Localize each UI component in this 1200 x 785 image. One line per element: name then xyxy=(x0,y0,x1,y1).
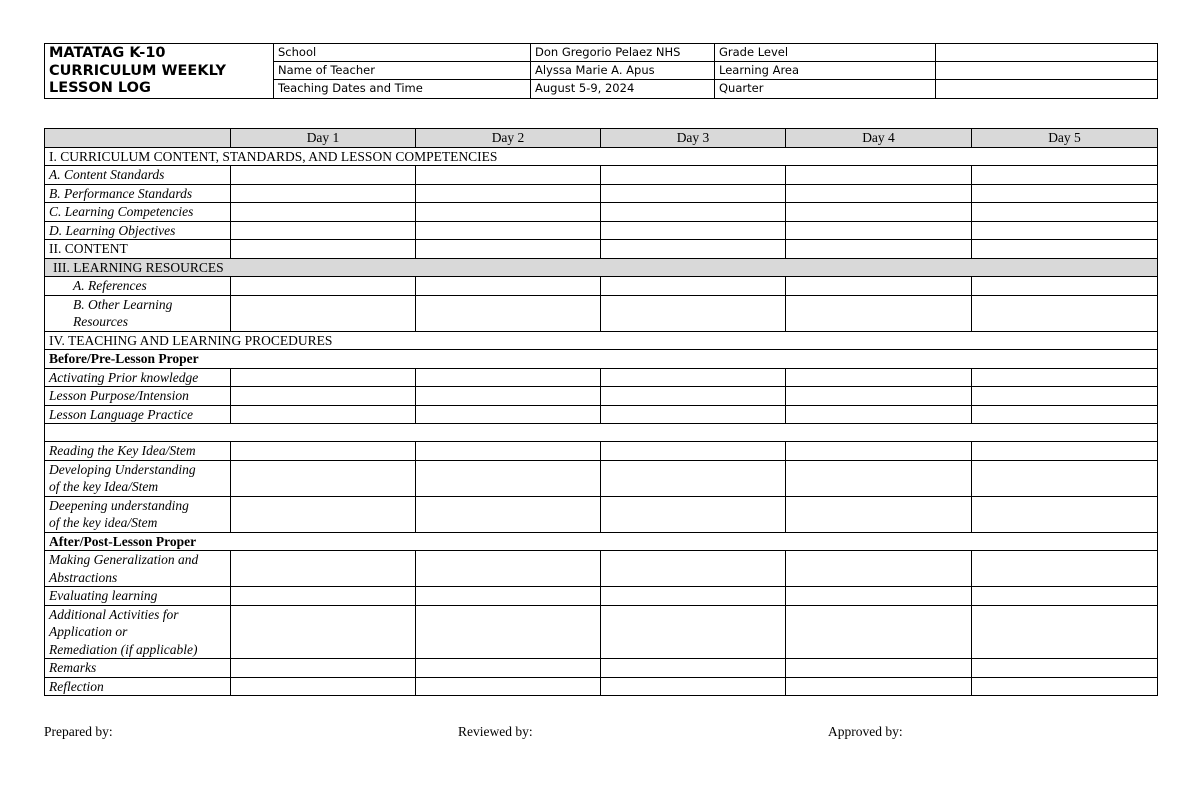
row-label-remarks: Remarks xyxy=(45,659,231,678)
lesson-log-table xyxy=(44,128,1158,696)
day-cell[interactable] xyxy=(601,587,786,606)
learning-area-label: Learning Area xyxy=(715,62,936,80)
day-cell[interactable] xyxy=(416,460,601,496)
day-cell[interactable] xyxy=(601,203,786,222)
day-cell[interactable] xyxy=(416,203,601,222)
day-cell[interactable] xyxy=(601,605,786,659)
day-cell[interactable] xyxy=(786,221,972,240)
day-cell[interactable] xyxy=(972,442,1158,461)
section-content: II. CONTENT xyxy=(45,240,231,259)
day-cell[interactable] xyxy=(231,605,416,659)
row-label-language: Lesson Language Practice xyxy=(45,405,231,424)
teacher-value[interactable]: Alyssa Marie A. Apus xyxy=(531,62,715,80)
table-row xyxy=(45,405,1158,424)
table-row xyxy=(45,496,1158,532)
day-cell[interactable] xyxy=(786,605,972,659)
day-cell[interactable] xyxy=(231,496,416,532)
section-resources: III. LEARNING RESOURCES xyxy=(45,258,1158,277)
section-row xyxy=(45,147,1158,166)
day-cell[interactable] xyxy=(601,496,786,532)
day-4-header: Day 4 xyxy=(786,129,972,148)
day-cell[interactable] xyxy=(231,295,416,331)
school-label: School xyxy=(274,44,531,62)
day-cell[interactable] xyxy=(416,368,601,387)
corner-cell xyxy=(45,129,231,148)
day-cell[interactable] xyxy=(231,387,416,406)
day-cell[interactable] xyxy=(972,295,1158,331)
day-cell[interactable] xyxy=(601,368,786,387)
section-curriculum: I. CURRICULUM CONTENT, STANDARDS, AND LESSON COMPETENCIES xyxy=(45,147,1158,166)
day-cell[interactable] xyxy=(786,677,972,696)
day-cell[interactable] xyxy=(416,405,601,424)
day-cell[interactable] xyxy=(231,203,416,222)
row-label-activating: Activating Prior knowledge xyxy=(45,368,231,387)
day-cell[interactable] xyxy=(972,277,1158,296)
table-row xyxy=(45,166,1158,185)
quarter-value[interactable] xyxy=(936,80,1158,98)
day-cell[interactable] xyxy=(416,277,601,296)
day-cell[interactable] xyxy=(786,496,972,532)
subsection-before: Before/Pre-Lesson Proper xyxy=(45,350,1158,369)
day-cell[interactable] xyxy=(786,166,972,185)
table-row xyxy=(45,677,1158,696)
day-cell[interactable] xyxy=(972,496,1158,532)
day-cell[interactable] xyxy=(231,368,416,387)
table-row xyxy=(45,587,1158,606)
day-cell[interactable] xyxy=(601,442,786,461)
day-1-header: Day 1 xyxy=(231,129,416,148)
row-label-learning-objectives: D. Learning Objectives xyxy=(45,221,231,240)
day-cell[interactable] xyxy=(231,460,416,496)
day-cell[interactable] xyxy=(972,203,1158,222)
day-cell[interactable] xyxy=(231,166,416,185)
day-3-header: Day 3 xyxy=(601,129,786,148)
day-cell[interactable] xyxy=(416,605,601,659)
approved-by-label: Approved by: xyxy=(828,724,903,739)
row-label-generalization: Making Generalization and Abstractions xyxy=(45,551,231,587)
day-cell[interactable] xyxy=(786,203,972,222)
day-cell[interactable] xyxy=(972,368,1158,387)
day-cell[interactable] xyxy=(972,240,1158,259)
table-row xyxy=(45,659,1158,678)
day-cell[interactable] xyxy=(786,240,972,259)
row-label-reflection: Reflection xyxy=(45,677,231,696)
grade-level-label: Grade Level xyxy=(715,44,936,62)
dates-value[interactable]: August 5-9, 2024 xyxy=(531,80,715,98)
table-row xyxy=(45,551,1158,587)
day-cell[interactable] xyxy=(601,240,786,259)
day-5-header: Day 5 xyxy=(972,129,1158,148)
day-2-header: Day 2 xyxy=(416,129,601,148)
row-label-other-resources: B. Other Learning Resources xyxy=(45,295,231,331)
day-cell[interactable] xyxy=(786,295,972,331)
day-cell[interactable] xyxy=(231,659,416,678)
day-cell[interactable] xyxy=(231,551,416,587)
day-cell[interactable] xyxy=(972,166,1158,185)
section-row xyxy=(45,350,1158,369)
blank-row xyxy=(45,424,1158,442)
day-cell[interactable] xyxy=(786,659,972,678)
quarter-label: Quarter xyxy=(715,80,936,98)
learning-area-value[interactable] xyxy=(936,62,1158,80)
table-row xyxy=(45,295,1158,331)
day-cell[interactable] xyxy=(601,277,786,296)
table-row xyxy=(45,460,1158,496)
teacher-label: Name of Teacher xyxy=(274,62,531,80)
day-cell[interactable] xyxy=(231,240,416,259)
school-value[interactable]: Don Gregorio Pelaez NHS xyxy=(531,44,715,62)
day-cell[interactable] xyxy=(231,587,416,606)
day-cell[interactable] xyxy=(416,551,601,587)
section-row xyxy=(45,331,1158,350)
day-cell[interactable] xyxy=(416,387,601,406)
row-label-additional: Additional Activities for Application or Remediation (if applicable) xyxy=(45,605,231,659)
table-row xyxy=(45,368,1158,387)
row-label-deepening: Deepening understanding of the key idea/Stem xyxy=(45,496,231,532)
day-cell[interactable] xyxy=(972,605,1158,659)
row-label-reading: Reading the Key Idea/Stem xyxy=(45,442,231,461)
row-label-references: A. References xyxy=(45,277,231,296)
table-row xyxy=(45,442,1158,461)
section-row xyxy=(45,424,1158,442)
day-cell[interactable] xyxy=(231,184,416,203)
day-cell[interactable] xyxy=(972,677,1158,696)
row-label-evaluating: Evaluating learning xyxy=(45,587,231,606)
day-cell[interactable] xyxy=(601,677,786,696)
day-cell[interactable] xyxy=(786,587,972,606)
day-cell[interactable] xyxy=(601,659,786,678)
subsection-after: After/Post-Lesson Proper xyxy=(45,532,1158,551)
day-cell[interactable] xyxy=(416,240,601,259)
day-cell[interactable] xyxy=(416,659,601,678)
row-label-performance-standards: B. Performance Standards xyxy=(45,184,231,203)
table-row xyxy=(45,387,1158,406)
day-cell[interactable] xyxy=(786,184,972,203)
day-cell[interactable] xyxy=(416,221,601,240)
day-cell[interactable] xyxy=(972,460,1158,496)
table-row xyxy=(45,277,1158,296)
day-cell[interactable] xyxy=(786,551,972,587)
day-cell[interactable] xyxy=(416,677,601,696)
day-cell[interactable] xyxy=(416,295,601,331)
row-label-developing: Developing Understanding of the key Idea/Stem xyxy=(45,460,231,496)
day-cell[interactable] xyxy=(972,184,1158,203)
day-cell[interactable] xyxy=(416,184,601,203)
day-cell[interactable] xyxy=(231,277,416,296)
prepared-by-label: Prepared by: xyxy=(44,724,113,739)
day-cell[interactable] xyxy=(601,405,786,424)
day-cell[interactable] xyxy=(972,551,1158,587)
day-cell[interactable] xyxy=(601,295,786,331)
day-cell[interactable] xyxy=(601,387,786,406)
day-cell[interactable] xyxy=(786,460,972,496)
day-cell[interactable] xyxy=(786,442,972,461)
day-cell[interactable] xyxy=(601,551,786,587)
day-cell[interactable] xyxy=(786,368,972,387)
row-label-purpose: Lesson Purpose/Intension xyxy=(45,387,231,406)
day-cell[interactable] xyxy=(416,587,601,606)
table-row xyxy=(45,605,1158,659)
day-cell[interactable] xyxy=(416,166,601,185)
day-cell[interactable] xyxy=(972,659,1158,678)
row-label-content-standards: A. Content Standards xyxy=(45,166,231,185)
day-cell[interactable] xyxy=(972,405,1158,424)
day-cell[interactable] xyxy=(231,677,416,696)
day-cell[interactable] xyxy=(972,221,1158,240)
section-row xyxy=(45,532,1158,551)
day-cell[interactable] xyxy=(972,387,1158,406)
dates-label: Teaching Dates and Time xyxy=(274,80,531,98)
day-cell[interactable] xyxy=(416,496,601,532)
day-cell[interactable] xyxy=(231,405,416,424)
reviewed-by-label: Reviewed by: xyxy=(458,724,533,739)
day-cell[interactable] xyxy=(601,221,786,240)
day-cell[interactable] xyxy=(601,460,786,496)
header-table xyxy=(44,43,1158,99)
day-cell[interactable] xyxy=(416,442,601,461)
day-header-row xyxy=(45,129,1158,148)
day-cell[interactable] xyxy=(231,221,416,240)
day-cell[interactable] xyxy=(972,587,1158,606)
day-cell[interactable] xyxy=(786,405,972,424)
row-label-learning-competencies: C. Learning Competencies xyxy=(45,203,231,222)
document-title: MATATAG K-10 CURRICULUM WEEKLY LESSON LOG xyxy=(45,44,274,99)
grade-level-value[interactable] xyxy=(936,44,1158,62)
table-row xyxy=(45,184,1158,203)
table-row xyxy=(45,240,1158,259)
section-procedures: IV. TEACHING AND LEARNING PROCEDURES xyxy=(45,331,1158,350)
table-row xyxy=(45,203,1158,222)
day-cell[interactable] xyxy=(601,184,786,203)
table-row xyxy=(45,221,1158,240)
day-cell[interactable] xyxy=(601,166,786,185)
day-cell[interactable] xyxy=(786,277,972,296)
day-cell[interactable] xyxy=(231,442,416,461)
section-row xyxy=(45,258,1158,277)
day-cell[interactable] xyxy=(786,387,972,406)
